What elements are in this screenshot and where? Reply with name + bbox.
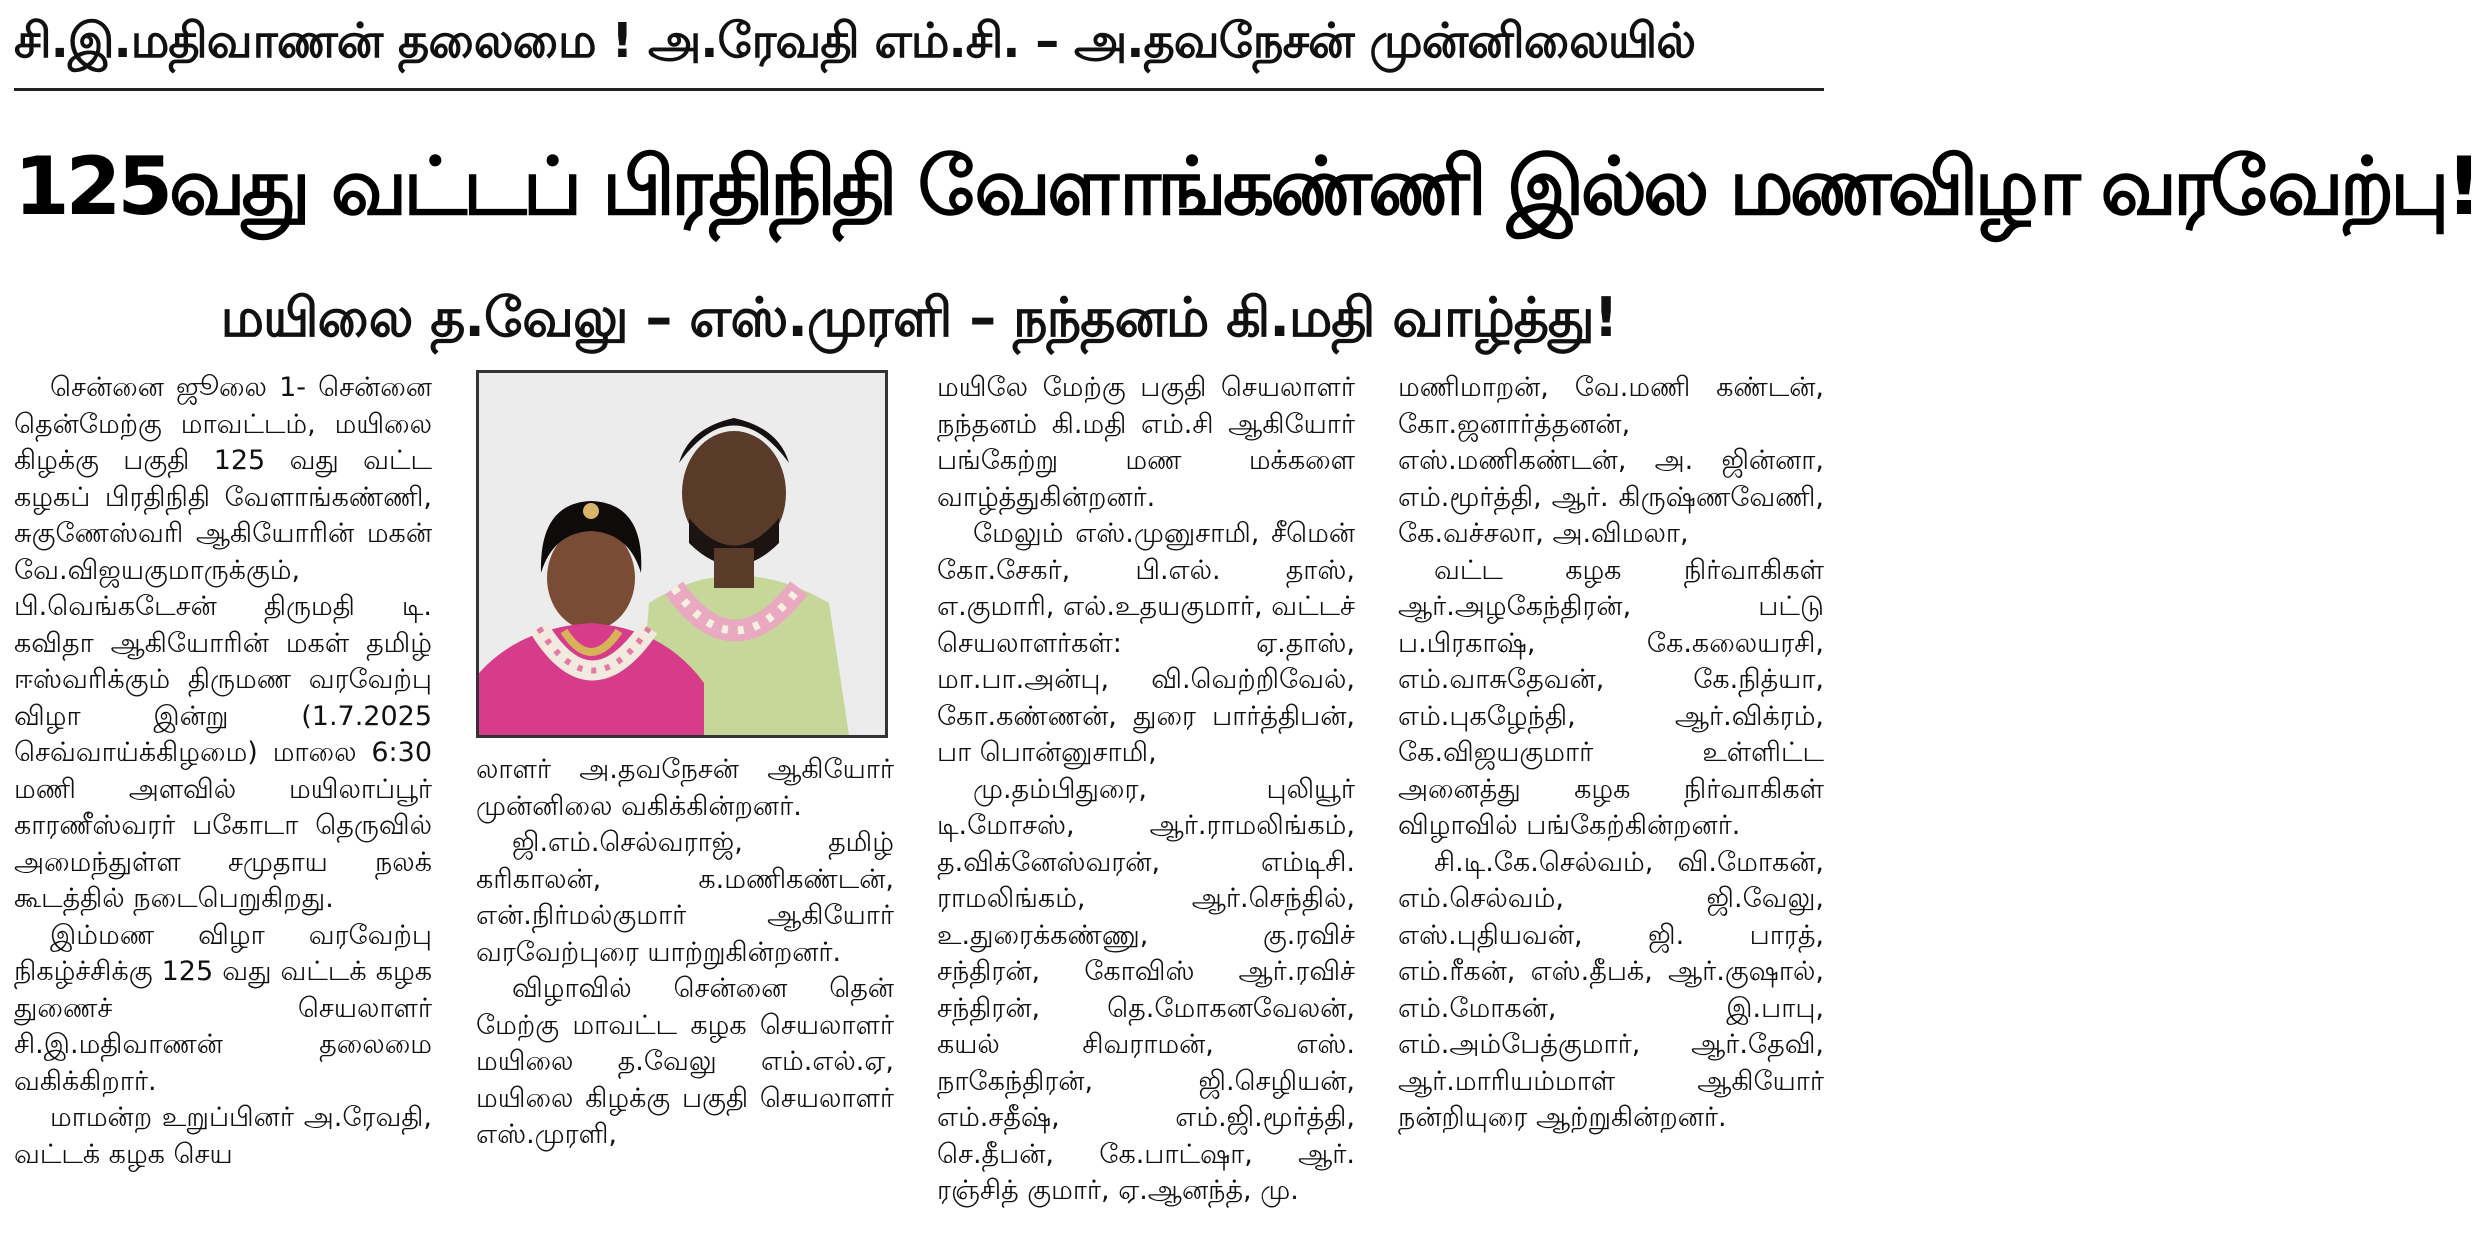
- article-column-2: [476, 752, 894, 1247]
- divider: [14, 88, 1824, 91]
- article-column-1: [14, 370, 432, 1245]
- couple-photo-illustration: [479, 373, 885, 735]
- paragraph: ஜி.எம்.செல்வராஜ், தமிழ் கரிகாலன், க.மணிகண்டன், என்.நிர்மல்குமார் ஆகியோர் வரவேற்புரை யாற்றுகின்றனர்.: [476, 827, 894, 968]
- paragraph: இம்மண விழா வரவேற்பு நிகழ்ச்சிக்கு 125 வது வட்டக் கழக துணைச் செயலாளர் சி.இ.மதிவாணன் தலைமை வகிக்கிறார்.: [14, 919, 432, 1097]
- paragraph: வட்ட கழக நிர்வாகிகள் ஆர்.அழகேந்திரன், பட்டு ப.பிரகாஷ், கே.கலையரசி, எம்.வாசுதேவன், கே.நித்யா, எம்.புகழேந்தி, ஆர்.விக்ரம், கே.விஜயகுமார் உள்ளிட்ட அனைத்து கழக நிர்வாகிகள் விழாவில் பங்கேற்கின்றனர்.: [1398, 554, 1824, 841]
- paragraph: விழாவில் சென்னை தென் மேற்கு மாவட்ட கழக செயலாளர் மயிலை த.வேலு எம்.எல்.ஏ, மயிலை கிழக்கு பகுதி செயலாளர் எஸ்.முரளி,: [476, 973, 894, 1150]
- article-column-3: [937, 370, 1355, 1245]
- paragraph: சி.டி.கே.செல்வம், வி.மோகன், எம்.செல்வம், ஜி.வேலு, எஸ்.புதியவன், ஜி. பாரத், எம்.ரீகன், எஸ்.தீபக், ஆர்.குஷால், எம்.மோகன், இ.பாபு, எம்.அம்பேத்குமார், ஆர்.தேவி, ஆர்.மாரியம்மாள் ஆகியோர் நன்றியுரை ஆற்றுகின்றனர்.: [1398, 846, 1824, 1133]
- paragraph: மாமன்ற உறுப்பினர் அ.ரேவதி, வட்டக் கழக செய: [14, 1102, 432, 1170]
- paragraph: மணிமாறன், வே.மணி கண்டன், கோ.ஜனார்த்தனன், எஸ்.மணிகண்டன், அ. ஜின்னா, எம்.மூர்த்தி, ஆர். கிருஷ்ணவேணி, கே.வச்சலா, அ.விமலா,: [1398, 372, 1824, 549]
- paragraph: மேலும் எஸ்.முனுசாமி, சீமென் கோ.சேகர், பி.எல். தாஸ், எ.குமாரி, எல்.உதயகுமார், வட்டச் செயலாளர்கள்: ஏ.தாஸ், மா.பா.அன்பு, வி.வெற்றிவேல், கோ.கண்ணன், துரை பார்த்திபன், பா பொன்னுசாமி,: [937, 518, 1355, 768]
- headline: 125வது வட்டப் பிரதிநிதி வேளாங்கண்ணி இல்ல மணவிழா வரவேற்பு!: [14, 140, 2478, 233]
- paragraph: லாளர் அ.தவநேசன் ஆகியோர் முன்னிலை வகிக்கின்றனர்.: [476, 754, 894, 822]
- couple-photo: [476, 370, 888, 738]
- paragraph: மயிலே மேற்கு பகுதி செயலாளர் நந்தனம் கி.மதி எம்.சி ஆகியோர் பங்கேற்று மண மக்களை வாழ்த்துகின்றனர்.: [937, 372, 1355, 513]
- paragraph: சென்னை ஜூலை 1- சென்னை தென்மேற்கு மாவட்டம், மயிலை கிழக்கு பகுதி 125 வது வட்ட கழகப் பிரதிநிதி வேளாங்கண்ணி, சுகுணேஸ்வரி ஆகியோரின் மகன் வே.விஜயகுமாருக்கும், பி.வெங்கடேசன் திருமதி டி. கவிதா ஆகியோரின் மகள் தமிழ் ஈஸ்வரிக்கும் திருமண வரவேற்பு விழா இன்று (1.7.2025 செவ்வாய்க்கிழமை) மாலை 6:30 மணி அளவில் மயிலாப்பூர் காரணீஸ்வரர் பகோடா தெருவில் அமைந்துள்ள சமுதாய நலக் கூடத்தில் நடைபெறுகிறது.: [14, 372, 432, 914]
- paragraph: மு.தம்பிதுரை, புலியூர் டி.மோசஸ், ஆர்.ராமலிங்கம், த.விக்னேஸ்வரன், எம்டிசி. ராமலிங்கம், ஆர்.செந்தில், உ.துரைக்கண்ணு, கு.ரவிச் சந்திரன், கோவிஸ் ஆர்.ரவிச் சந்திரன், தெ.மோகனவேலன், கயல் சிவராமன், எஸ். நாகேந்திரன், ஜி.செழியன், எம்.சதீஷ், எம்.ஜி.மூர்த்தி, செ.தீபன், கே.பாட்ஷா, ஆர். ரஞ்சித் குமார், ஏ.ஆனந்த், மு.: [937, 773, 1355, 1206]
- kicker-line: சி.இ.மதிவாணன் தலைமை ! அ.ரேவதி எம்.சி. – அ.தவநேசன் முன்னிலையில்: [14, 13, 1696, 69]
- article-column-4: [1398, 370, 1824, 1245]
- subheadline: மயிலை த.வேலு – எஸ்.முரளி – நந்தனம் கி.மதி வாழ்த்து!: [220, 286, 1618, 349]
